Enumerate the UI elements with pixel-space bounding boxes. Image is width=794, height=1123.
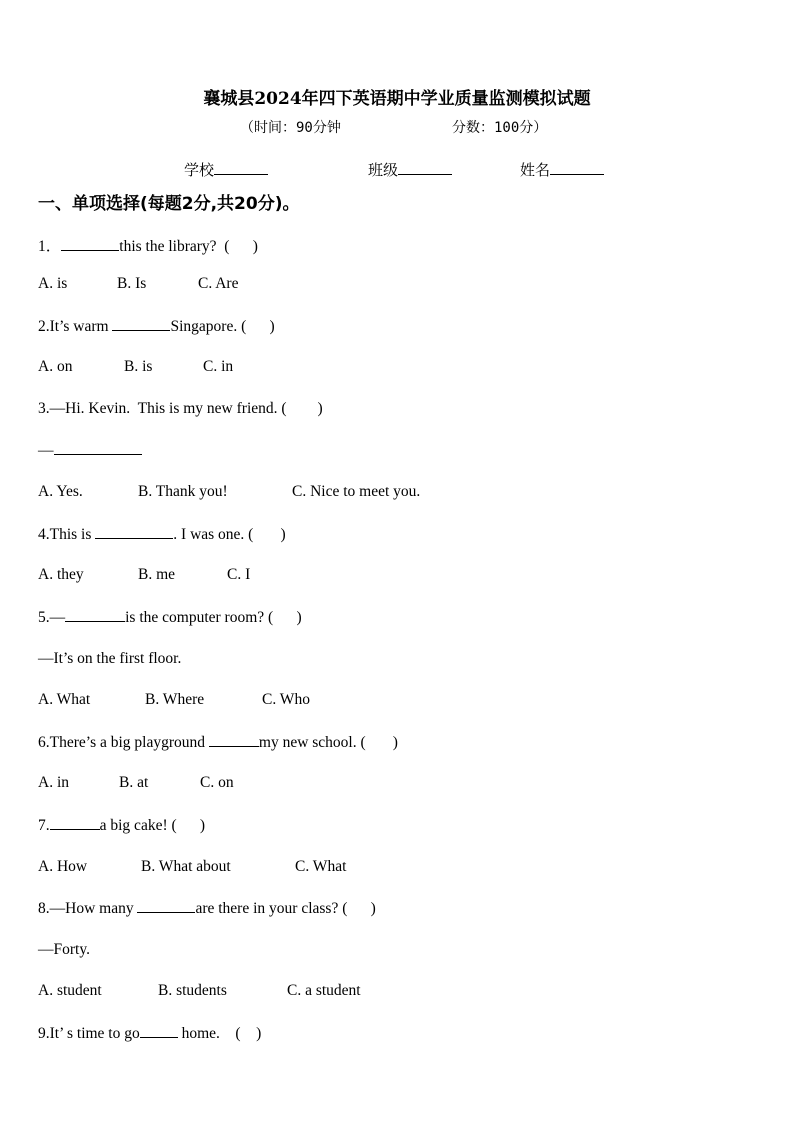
exam-score: 分数：100分） (452, 120, 548, 136)
options-2 (38, 358, 233, 376)
option-b[interactable]: B. Is (117, 275, 147, 292)
question-8 (38, 899, 376, 918)
option-c[interactable]: C. on (200, 774, 234, 791)
question-text: a big cake! ( ) (99, 817, 206, 834)
answer-blank[interactable] (61, 237, 119, 251)
name-field[interactable] (520, 159, 604, 180)
option-a[interactable]: A. they (38, 566, 84, 583)
question-6 (38, 733, 398, 752)
answer-blank[interactable] (140, 1024, 178, 1038)
answer-blank[interactable] (65, 608, 125, 622)
option-b[interactable]: B. students (158, 982, 227, 999)
question-text: 8.—How many (38, 900, 138, 917)
question-7 (38, 816, 205, 835)
option-a[interactable]: A. How (38, 858, 88, 875)
name-blank[interactable] (550, 160, 604, 175)
school-field[interactable] (184, 159, 268, 180)
option-a[interactable]: A. Yes. (38, 483, 83, 500)
question-text: 9.It’ s time to go (38, 1025, 140, 1042)
option-a[interactable]: A. student (38, 982, 102, 999)
answer-blank[interactable] (112, 317, 170, 331)
options-3 (38, 483, 420, 501)
question-1 (38, 234, 258, 256)
class-field[interactable] (368, 159, 452, 180)
answer-blank[interactable] (137, 899, 195, 913)
question-2 (38, 317, 275, 336)
option-a[interactable]: A. is (38, 275, 68, 292)
question-text: 6.There’s a big playground (38, 734, 209, 751)
option-c[interactable]: C. Nice to meet you. (292, 483, 421, 500)
option-b[interactable]: B. me (138, 566, 176, 583)
option-c[interactable]: C. What (295, 858, 347, 875)
answer-blank[interactable] (209, 733, 259, 747)
option-c[interactable]: C. Are (198, 275, 239, 292)
question-text: 1． (38, 238, 62, 255)
question-text: Singapore. ( ) (170, 318, 275, 335)
reply-5: —It’s on the first floor. (38, 650, 182, 667)
question-text: 4.This is (38, 526, 96, 543)
question-5 (38, 608, 302, 627)
option-b[interactable]: B. What about (141, 858, 231, 875)
answer-blank[interactable] (95, 525, 173, 539)
school-blank[interactable] (214, 160, 268, 175)
option-c[interactable]: C. in (203, 358, 234, 375)
question-text: 2.It’s warm (38, 318, 113, 335)
class-label: 班级 (368, 161, 399, 179)
page-title: 襄城县2024年四下英语期中学业质量监测模拟试题 (203, 89, 591, 109)
question-9 (38, 1024, 261, 1043)
options-8 (38, 982, 361, 1000)
option-a[interactable]: A. What (38, 691, 91, 708)
question-text: my new school. ( ) (258, 734, 398, 751)
name-label: 姓名 (520, 161, 551, 179)
question-text: are there in your class? ( ) (195, 900, 376, 917)
option-b[interactable]: B. at (119, 774, 149, 791)
option-c[interactable]: C. a student (287, 982, 361, 999)
question-text: . I was one. ( ) (173, 526, 286, 543)
reply-dash: — (38, 442, 54, 459)
question-text: this the library? ( ) (119, 238, 258, 255)
option-b[interactable]: B. Where (145, 691, 205, 708)
options-5 (38, 691, 310, 709)
option-b[interactable]: B. Thank you! (138, 483, 228, 500)
options-7 (38, 858, 346, 876)
option-b[interactable]: B. is (124, 358, 153, 375)
exam-time: （时间：90分钟 (240, 120, 341, 136)
answer-blank[interactable] (54, 441, 142, 455)
option-a[interactable]: A. on (38, 358, 73, 375)
class-blank[interactable] (398, 160, 452, 175)
question-text: home. ( ) (177, 1025, 262, 1042)
options-4 (38, 566, 250, 584)
options-1 (38, 275, 238, 293)
question-text: 7. (38, 817, 50, 834)
answer-blank[interactable] (50, 816, 100, 830)
question-3: 3.—Hi. Kevin. This is my new friend. ( ) (38, 400, 323, 417)
reply-8: —Forty. (38, 941, 90, 958)
options-6 (38, 774, 234, 792)
school-label: 学校 (184, 161, 215, 179)
option-a[interactable]: A. in (38, 774, 69, 791)
section-heading: 一、单项选择(每题2分,共20分)。 (38, 194, 300, 214)
option-c[interactable]: C. I (227, 566, 251, 583)
question-text: 5.— (38, 609, 66, 626)
option-c[interactable]: C. Who (262, 691, 310, 708)
question-text: is the computer room? ( ) (125, 609, 302, 626)
reply-3 (38, 441, 142, 460)
question-4 (38, 525, 286, 544)
